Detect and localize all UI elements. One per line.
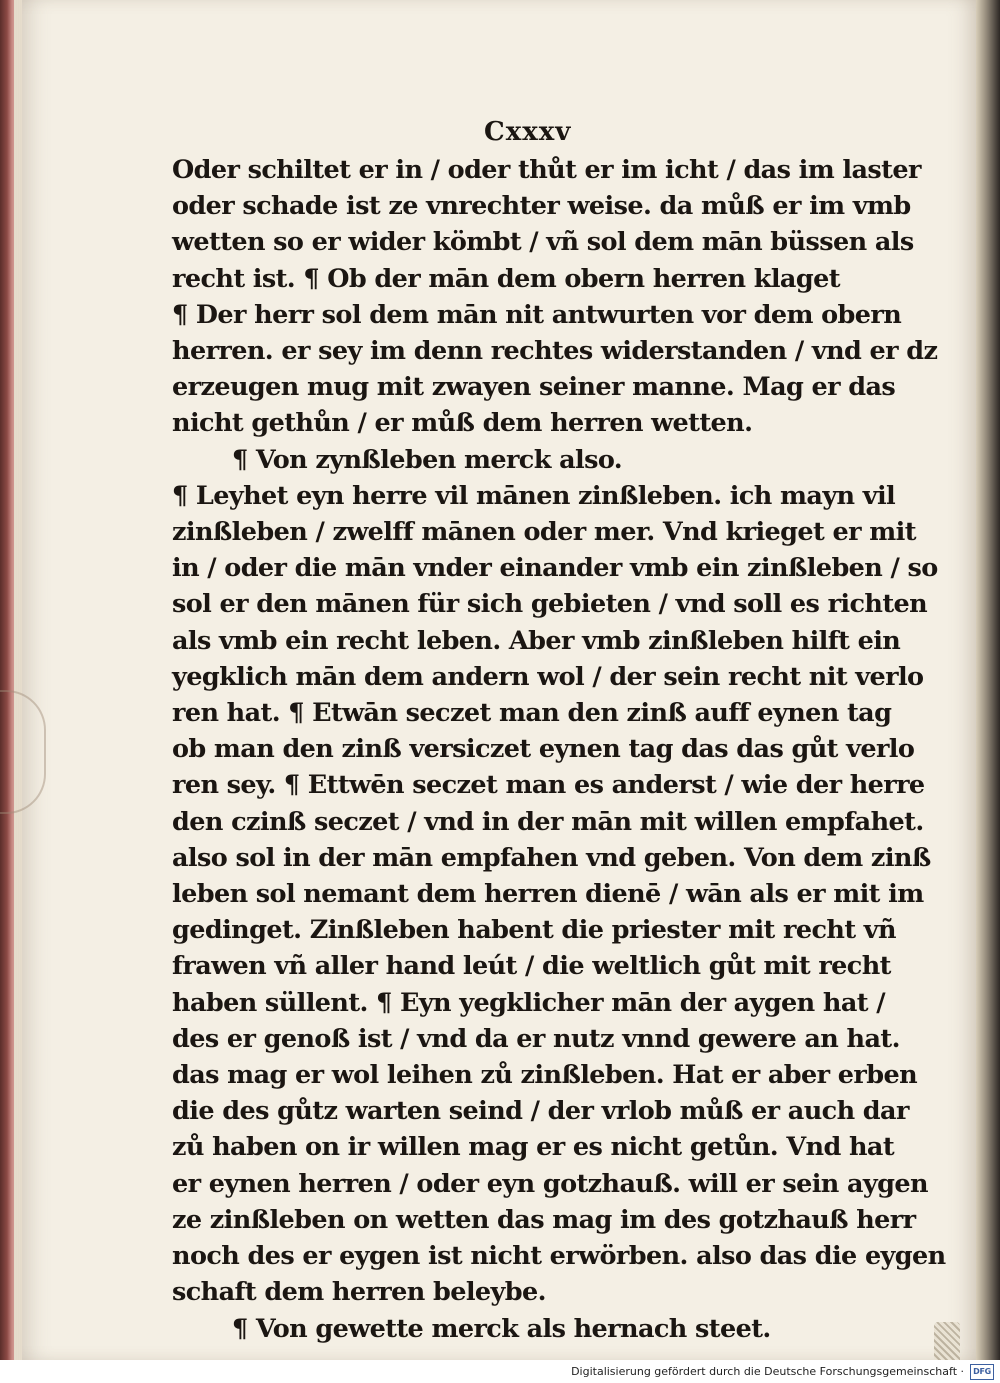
text-line: ze zinßleben on wetten das mag im des gotzhauß herr bbox=[172, 1204, 916, 1235]
book-edge-right bbox=[976, 0, 1000, 1360]
text-line: ob man den zinß versiczet eynen tag das das gůt verlo bbox=[172, 734, 915, 765]
text-line: haben süllent. ¶ Eyn yegklicher mān der aygen hat / bbox=[172, 987, 885, 1018]
text-line: zů haben on ir willen mag er es nicht getůn. Vnd hat bbox=[172, 1132, 895, 1163]
text-line: oder schade ist ze vnrechter weise. da můß er im vmb bbox=[172, 191, 911, 222]
folio-number: Cxxxv bbox=[484, 117, 572, 147]
text-line: Oder schiltet er in / oder thůt er im icht / das im laster bbox=[172, 155, 921, 185]
text-line: recht ist. ¶ Ob der mān dem obern herren klaget bbox=[172, 263, 840, 294]
text-line: yegklich mān dem andern wol / der sein recht nit verlo bbox=[172, 661, 924, 692]
text-line: des er genoß ist / vnd da er nutz vnnd gewere an hat. bbox=[172, 1023, 900, 1054]
text-line: sol er den mānen für sich gebieten / vnd soll es richten bbox=[172, 589, 928, 620]
text-lines bbox=[172, 152, 946, 1347]
printed-text-block bbox=[172, 112, 946, 1347]
text-line: ren hat. ¶ Etwān seczet man den zinß auff eynen tag bbox=[172, 698, 892, 729]
text-line: ¶ Der herr sol dem mān nit antwurten vor dem obern bbox=[172, 299, 902, 330]
text-line: noch des er eygen ist nicht erwörben. also das die eygen bbox=[172, 1241, 946, 1272]
text-line: wetten so er wider kömbt / vñ sol dem mān büssen als bbox=[172, 227, 914, 258]
text-line: als vmb ein recht leben. Aber vmb zinßleben hilft ein bbox=[172, 625, 901, 656]
text-line: ren sey. ¶ Ettwēn seczet man es anderst / wie der herre bbox=[172, 770, 925, 801]
clasp-mark bbox=[0, 690, 46, 814]
text-line: also sol in der mān empfahen vnd geben. Von dem zinß bbox=[172, 842, 931, 873]
text-line: den czinß seczet / vnd in der mān mit willen empfahet. bbox=[172, 806, 924, 837]
footer-bar bbox=[0, 1360, 1000, 1383]
text-line: herren. er sey im denn rechtes widerstanden / vnd er dz bbox=[172, 336, 938, 367]
funding-notice: Digitalisierung gefördert durch die Deutsche Forschungsgemeinschaft · bbox=[571, 1365, 964, 1378]
text-line: schaft dem herren beleybe. bbox=[172, 1277, 546, 1308]
text-line: er eynen herren / oder eyn gotzhauß. will er sein aygen bbox=[172, 1168, 928, 1199]
text-line: zinßleben / zwelff mānen oder mer. Vnd krieget er mit bbox=[172, 517, 916, 548]
dfg-logo: DFG bbox=[970, 1364, 994, 1380]
text-line: die des gůtz warten seind / der vrlob můß er auch dar bbox=[172, 1096, 909, 1127]
text-line: erzeugen mug mit zwayen seiner manne. Mag er das bbox=[172, 372, 896, 403]
text-line: in / oder die mān vnder einander vmb ein zinßleben / so bbox=[172, 553, 938, 584]
text-line: ¶ Von zynßleben merck also. bbox=[232, 444, 623, 475]
text-line: gedinget. Zinßleben habent die priester mit recht vñ bbox=[172, 915, 896, 946]
text-line: nicht gethůn / er můß dem herren wetten. bbox=[172, 408, 753, 439]
text-line: ¶ Leyhet eyn herre vil mānen zinßleben. ich mayn vil bbox=[172, 480, 896, 511]
bookmark-ribbon bbox=[934, 1322, 960, 1360]
text-line: ¶ Von gewette merck als hernach steet. bbox=[232, 1313, 771, 1344]
text-line: leben sol nemant dem herren dienē / wān als er mit im bbox=[172, 879, 924, 910]
text-line: das mag er wol leihen zů zinßleben. Hat er aber erben bbox=[172, 1060, 918, 1091]
text-line: frawen vñ aller hand leút / die weltlich gůt mit recht bbox=[172, 951, 891, 982]
